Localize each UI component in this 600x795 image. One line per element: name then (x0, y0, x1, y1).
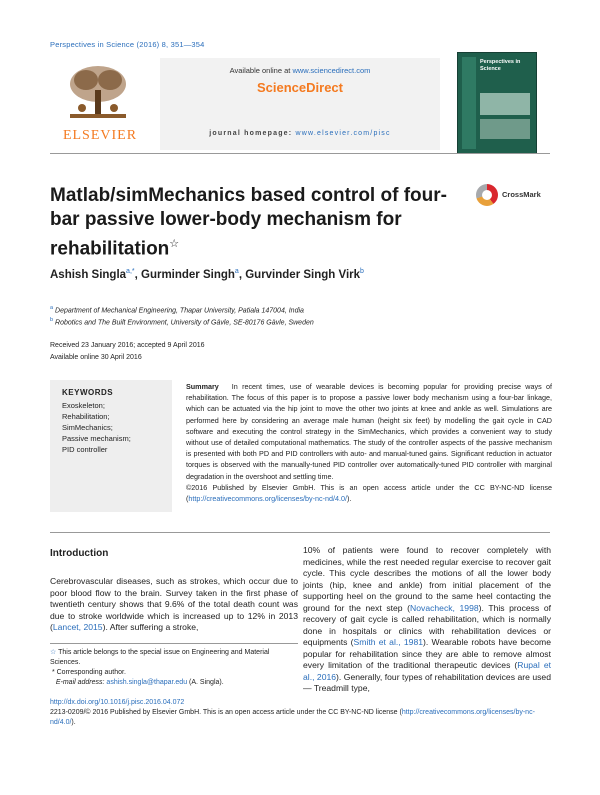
keywords-box (50, 380, 172, 512)
section-heading: Introduction (50, 548, 109, 559)
journal-homepage-link[interactable]: www.elsevier.com/pisc (295, 130, 391, 137)
footnote-corresponding: * Corresponding author. (50, 669, 126, 676)
keyword: Rehabilitation; (62, 412, 110, 421)
abstract-license: ©2016 Published by Elsevier GmbH. This is an open access article under the CC BY-NC-ND license ( (186, 482, 552, 504)
abstract: Summary In recent times, use of wearable devices is becoming popular for providing precise ways of rehabilitation. The focus of this paper is to propose a passive lower body mechanism using a four-bar linkage, which can be actuated via the hip joint to move the other two joints at knee and ankle as well. Simulations are performed here by considering an average male human (height six feet) by modelling the gait cycle in CAD software and executing the control strategy in the SimMechanics, which provides a convenient way to study without use of detailed computational mathematics. The study of the controller aspects of the passive mechanism is presented with both PD and PID controllers with auto- and manual-tuned gains. Significant reduction in actuator torques is observed with the manually-tuned PID controller over automatically-tuned PID controller with marginal degradation in the overshoot and settling time. ©2016 Published by Elsevier GmbH. This is an open access article under the CC BY-NC-ND license (http://creativecommons.org/licenses/by-nc-nd/4.0/). (186, 382, 552, 504)
license-link[interactable]: http://creativecommons.org/licenses/by-nc-nd/4.0/ (188, 494, 348, 504)
journal-header-box (160, 58, 440, 150)
keyword: PID controller (62, 445, 108, 454)
affiliation: $^b$ Robotics and The Built Environment, University of Gävle, SE-80176 Gävle, Sweden (50, 317, 314, 327)
journal-homepage: journal homepage: www.elsevier.com/pisc (209, 130, 391, 137)
author-name[interactable]: Ashish Singla (50, 268, 127, 281)
body-column-left: Cerebrovascular diseases, such as strokes, which occur due to poor blood flow to the brain. Survey taken in the first phase of twentieth century shows that 9.6% of the total death count was due to stroke worldwide which is increased up to 12% in 2013 (Lancet, 2015). After suffering a stroke, (50, 576, 298, 632)
elsevier-tree-icon (64, 62, 132, 122)
footnote-special-issue: ☆ This article belongs to the special issue on Engineering and Material Sciences. (50, 649, 270, 666)
cover-strip (462, 57, 476, 149)
crossmark-icon (476, 184, 498, 206)
body-column-right: 10% of patients were found to recover completely with medicines, while the rest needed regular exercise to recover gait cycle. This cycle describes the motions of all the lower body joints (hip, knee and ankle) from initial placement of the supporting heel on the ground to the same heel contacting the ground for the next step (Novacheck, 1998). This process of recovery of gait cycle is called rehabilitation, which is normally done in hospitals or clinics with rehabilitation devices or equipments (Smith et al., 1981). Wearable robots have become popular for rehabilitation since they are able to remove almost every limitation of the traditional therapeutic devices (Rupal et al., 2016). Generally, four types of rehabilitation devices are used — Treadmill type, (303, 545, 551, 693)
crossmark-label: CrossMark (502, 190, 541, 199)
sciencedirect-brand[interactable]: ScienceDirect (257, 80, 343, 95)
footnote-divider (50, 643, 298, 644)
keyword: Exoskeleton; (62, 401, 105, 410)
citation-link[interactable]: Smith et al., 1981 (353, 637, 424, 647)
author-affiliation-mark[interactable]: b (360, 268, 364, 275)
crossmark-button[interactable] (476, 184, 556, 208)
citation-link[interactable]: Rupal et al., 2016 (303, 660, 551, 682)
cover-image (480, 93, 530, 115)
footer-license-link[interactable]: http://creativecommons.org/licenses/by-nc-nd/4.0/ (50, 709, 535, 726)
abstract-text: In recent times, use of wearable devices is becoming popular for providing precise ways of rehabilitation. The focus of this paper is to propose a passive lower body mechanism using a four-bar linkage, which can be actuated via the hip joint to move the other two joints at knee and ankle as well. Simulations are performed here by considering an average male human (height six feet) by modelling the gait cycle in CAD software and executing the control strategy in the SimMechanics, which provides a convenient way to study without use of detailed computational mathematics. The study of the controller aspects of the passive mechanism is presented with both PD and PID controllers with auto- and manual-tuned gains. Significant reduction in actuator torques is observed with the manually-tuned PID controller over automatically-tuned PID controller with marginal degradation in the overshoot and settling time. (186, 382, 552, 481)
header-divider (50, 153, 550, 154)
footnote-email: E-mail address: ashish.singla@thapar.edu (A. Singla). (55, 679, 224, 686)
footer-license: 2213-0209/© 2016 Published by Elsevier GmbH. This is an open access article under the CC BY-NC-ND license (http://creativecommons.org/licenses/by-nc-nd/4.0/). (50, 709, 535, 726)
online-date: Available online 30 April 2016 (50, 354, 142, 361)
author-affiliation-mark[interactable]: a,* (126, 268, 135, 275)
author-name[interactable]: Gurminder Singh (141, 268, 235, 281)
article-title: Matlab/simMechanics based control of four-bar passive lower-body mechanism for rehabilitation☆ (50, 185, 447, 260)
keywords-heading: KEYWORDS (62, 388, 114, 397)
abstract-divider (50, 532, 550, 533)
journal-cover[interactable] (457, 52, 537, 154)
cover-image (480, 119, 530, 139)
abstract-label: Summary (186, 382, 219, 391)
elsevier-wordmark: ELSEVIER (62, 128, 138, 143)
doi (50, 698, 184, 708)
sciencedirect-link[interactable]: www.sciencedirect.com (292, 66, 371, 75)
keyword: SimMechanics; (62, 423, 113, 432)
affiliation: $^a$ Department of Mechanical Engineering, Thapar University, Patiala 147004, India (50, 305, 304, 315)
citation-link[interactable]: Novacheck, 1998 (410, 602, 479, 613)
keyword: Passive mechanism; (62, 434, 131, 443)
doi-link[interactable]: http://dx.doi.org/10.1016/j.pisc.2016.04.072 (50, 699, 185, 706)
cover-title: Perspectives in Science (480, 59, 521, 72)
author-name[interactable]: Gurvinder Singh Virk (245, 268, 361, 281)
author-affiliation-mark[interactable]: a (234, 268, 239, 275)
received-date: Received 23 January 2016; accepted 9 April 2016 (50, 342, 205, 349)
journal-reference[interactable]: Perspectives in Science (2016) 8, 351—354 (50, 40, 205, 49)
elsevier-logo[interactable] (50, 58, 150, 150)
author-list: Ashish Singla$^{a,*}$, Gurminder Singh$^a$, Gurvinder Singh Virk$^b$ (50, 268, 364, 281)
email-link[interactable]: ashish.singla@thapar.edu (106, 679, 188, 686)
citation-link[interactable]: Lancet, 2015 (52, 622, 103, 632)
title-footnote-mark[interactable]: ☆ (169, 238, 180, 250)
available-online: Available online at www.sciencedirect.com (229, 66, 371, 75)
